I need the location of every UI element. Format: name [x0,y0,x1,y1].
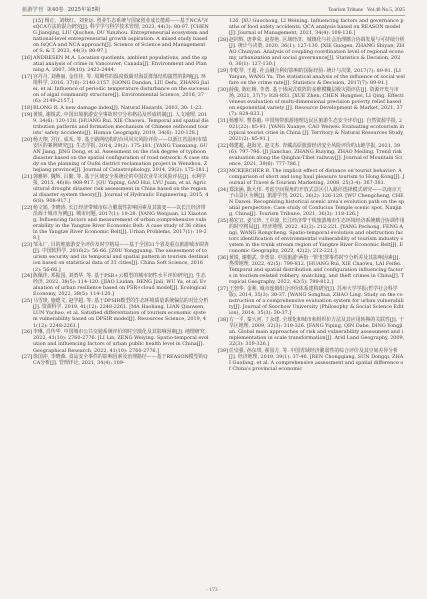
volume-en: Vol.40 No.5, 2025 [366,7,405,13]
reference-entry [218,87,405,117]
reference-number: [17] [22,74,33,81]
reference-number: [29] [218,67,229,74]
reference-number: [28] [218,36,229,43]
reference-number: [24] [22,273,33,280]
reference-entry [22,55,209,73]
reference-entry [218,317,405,347]
reference-number: [30] [218,86,229,93]
reference-number: [26] [22,329,33,336]
reference-text: 马雪琰, 施德文, 赵学超, 等. 基于DPSIR模型的生态环境质量系统偏估的对比分析[J]. 资源科学, 2019, 41(12): 2248-2261. [MA Haoliang, LIAN Qianwen, LUN Yuchao, et al. Satisfied differentiation of tourism economic system vulnerability based on DPSIR model[J]. Resources Science, 2019, 41(12): 2248-2261.] [33,298,209,329]
reference-columns [22,18,405,373]
reference-text: MCKERCHER B. The implicit effect of distance on tourist behavior: A comparison of short and long haul pleasure tourism to Hong Kong[J]. Journal of Travel & Tourism Marketing, 2008, 25(3-4): 367-381. [229,167,405,186]
reference-text: 黄锐, 谢锐武. 中国出境旅游安全事故时空分布格局及形成机制[J]. 人文地理, 2019, 34(6): 120-128. [HUANG Rui, XIE Chaowu. Temporal and spatial distribution patterns and formation mechanism of Chinese outbound tourists' safety accidents[J]. Human Geography, 2019, 34(6): 120-128.] [33,111,209,137]
reference-text: 徐国冲, 李晓森. 食品安全事件的影响因素及治理路径——基于REASON模型的QCA分析[J]. 管理评论, 2021, 34(4): 109- [33,354,208,367]
reference-text: 赵同辉, 唐莽荣, 赵春艳. 区域经济、城镇化与社会治理耦合协调发展与可持续分析[J]. 统计与决策, 2020, 36(1): 127-130. [XIE Guogen, ZHANG Shiyan, ZHAO Chunyan. Analysis of coupling coordination level of regional economy, urbanization and social governance[J]. Statistics & Decision, 2020, 36(1): 127-130.] [229,36,405,68]
issue-cn: 2025年第5期 [67,7,100,13]
reference-text: 任崇强, 孙东琪, 翟国方, 等. 中国省域经济脆弱性的综合评价及其空间差异分析[J]. 经济地理, 2019, 39(1): 37-46. [REN Chongqiang, SUN Dongqi, ZHAI Guofang, et al. A comprehensive assessment and spatial difference of China's provincial economic [229,348,404,373]
reference-text: 黄锐, 谢朝武, 李勇泉. 中国旅游'两指一罪'犯罪事件时空分析差及其影响因素[J]. 热带地理, 2022, 42(5): 799-812. [HUANG Rui, XIE Chaowu, LAI Feifei. Temporal and spatial distribution and configuration influencing factors in tourism-related robbery, snatching, and theft crimes in China[J]. Tropical Geography, 2022, 42(5): 799-812.] [229,254,404,286]
journal-title-en: Tourism Tribune [328,7,363,13]
reference-entry [218,143,405,167]
reference-text: 杨雅军, 曹春毅. 中国热带旅游地理边民区旅游生态安全评价[J]. 自然资源学报, 2021(22): 85-91. [YANG Xuanye, CAO Weiwei. Evaluating ecotourism in typical tourist cities in China [J]. Territory & Natural Resources Study, 2021(2): 85-91.] [229,117,405,143]
reference-entry [218,68,405,86]
reference-number: [31] [218,117,229,124]
reference-text: 杨宏宜, 姜宝珍, 王中波, 长江经济带干线旅游城市生态环境经济系统耦合协调作用的时空格局[J]. 经济地理, 2022, 42(2): 212-221. [YANG Pochong, FENG Angi, WANG Rongcheng. Spatio-temporal evolution and obstruction factors identification of environmental vulnerability of tourism industry system in the trunk stream region of Yangtze River Economic Belt[J]. Economic Geography, 2022, 42(2): 212-221.] [229,217,405,255]
reference-entry [218,37,405,67]
reference-entry [22,273,209,297]
header-right [328,6,405,14]
reference-entry [22,298,209,328]
reference-text: 陈佩佳, 邓振国, 刘勇华, 等. 基于PSR+云模型的城市韧性水平评价研究[J]. 生态经济, 2022, 38(5): 114-120. [JIAO Liudan, DENG Jiali, WU Ya, et al. Evaluation of urban resilience based on PSR+cloud model[J]. Ecological Economy, 2022, 38(5): 114-120.] [33,273,207,298]
reference-entry [218,187,405,217]
journal-title-cn: 旅游学刊 [22,7,43,13]
reference-entry [22,174,209,204]
reference-entry [22,205,209,242]
reference-number: [33] [218,167,229,174]
volume-cn: 第40卷 [46,7,64,13]
reference-entry [22,137,209,174]
header-left [22,6,100,14]
reference-number: [37] [218,285,229,292]
reference-entry [218,18,405,36]
reference-text: 李乾琴, 王超. 社会融合利好影响的国际经验: 统计与决策, 2017(7): 89-91. [LI Yanjun, WANG Ya. The statistical analysis of the influence of social welfare on the crime rate[J]. Statistics & Decision, 2017(7): 89-91.] [229,67,405,87]
reference-number: [34] [218,186,229,193]
reference-text: 韩建超, 赵海光, 赵文杰. 青藏高原旅游经济安全风险评价的山地学报, 2021, 39(6): 797-796. [JI Jianchao, ZHANG Ruiying, ZHAO Meiling. Trend risk evaluation along the Qinghai-Tibet railway[J]. Journal of Mountain Science, 2021, 39(6): 777-786.] [229,142,403,168]
reference-column-left [22,18,209,373]
reference-entry [22,105,209,111]
reference-text: 李琳, 肖传华. 中国城市公共交通系统评价的时空演化及其影响因素[J]. 地理研究, 2022, 41(10): 2760-2776. [LI Lin, ZENG Weiying. Spatio-temporal evolution and influencing factors of urban public health level in China[J]. Geographical Research, 2022, 41(10): 2760-2776.] [33,329,209,354]
reference-entry [218,255,405,285]
reference-number: [20] [22,136,33,143]
reference-entry [218,168,405,186]
reference-text: 126. [XU Guochong, LI Weining. Influencing factors and governance paths of food safety accidents: QCA analysis based on REASON model[J]. Journal of Management, 2021, 34(4): 109-126.] [229,18,404,37]
reference-number: [25] [22,298,33,305]
reference-text: 方一平, 秦大河, 丁永建. 全球化和城市和组织价方法及其应用转换的关联性[J]. 干旱区地理, 2009, 32(3): 319-326. [FANG Yiping, QIN Dahe, DING Yongjian. Global main approaches of risk and vulnerability assessment and implementation in scale transformation[J]. Arid Land Geography, 2009, 32(3): 319-326.] [229,317,405,348]
page-number: · 173 · [206,587,221,593]
reference-number: [22] [22,204,33,211]
reference-entry [22,112,209,136]
reference-number: [39] [218,348,229,355]
reference-text: 邹永广. 目的地旅游安全评价及时空格局——基于全国31个省及重点旅游城市调查[J]. 中国软科学, 2016(2): 56-66. [ZOU Yongguang. The assessment of tourism security and its temporal and spatial pattern in tourism destination based on statistical data of 31 cities[J]. China Soft Science, 2016(2): 56-66.] [33,242,209,273]
reference-number: [16] [22,55,33,62]
reference-number: [21] [22,173,33,180]
reference-text: BLONG R. A new damage index[J]. Natural Hazards, 2003, 30: 1-23. [33,105,203,112]
reference-entry [22,74,209,104]
reference-entry [218,286,405,316]
reference-text: [15] 杨正、刘秋红、刘亚运. 创业生态系统与国家创业成长能源——基于NCA与fsQCA方法的混合研究[J]. 科学学与科学技术管理, 2023, 44(3): 80-97. [CHENG Jianqing, LIU Qiuchen, DU Yunzhou. Entrepreneurial ecosystem and national-level entrepreneurial growth aspiration: A mixed study based on fsQCA and NCA approach[J]. Science of Science and Management of S. & T, 2023, 44(3): 80-97.] [33,18,209,55]
reference-text: 郭雅婷, 魏辉, 吕勤, 等. 基于区域安全系统论的中国农业旱灾风险评估[J]. 水利学报, 2015, 46(8): 908-917. [QU Yaping, GAO Hui, LYU Juan, et al. Agricultural drought disaster risk assessment in China based on the regional disaster system theory[J]. Journal of Hydraulic Engineering, 2015, 46(8): 908-917.] [33,173,209,205]
reference-number: [27] [22,354,33,361]
reference-number: [19] [22,111,33,118]
reference-number: [32] [218,142,229,149]
reference-entry [218,348,405,372]
reference-number: [36] [218,254,229,261]
reference-text: 薛俊, 陈红梅, 李勇. 基于休闲式秩阵的多维模糊层级灾损评估[J]. 资源开发与市场, 2021, 37(7): 828-833. [XUE Zhen, CHEN Hongmei, LI Qing. Effectiveness evaluation of multi-dimensional precision poverty relief based on exponential variety [J]. Resource Development & Market, 2021, 37(7): 828-833.] [229,86,404,118]
reference-entry [218,218,405,255]
reference-number: [38] [218,317,229,324]
reference-number: [18] [22,105,33,112]
reference-text: 杨文娟, 李晓涛. 长江经济带城市综合脆弱性影响因素及其演变——以长江经济带沿海十城市为例[J]. 城市问题, 2017(1): 19-28. [YANG Wenjuan, LI Xiaotong. Influencing factors and measurement of urban comprehensive vulnerability in the Yangtze River Economic Belt: A case study of 36 cities in the Yangtze River Economic Belt[J]. Urban Problems, 2017(1): 19-28.] [33,204,207,242]
reference-column-right [218,18,405,373]
reference-text: 宫丹丹, 刘燕丽, 金佳佳, 等. 周期性的温度低碳对海景群落结构演替的影响[J]. 环境科学, 2016, 37(6): 2140-2157. [GONG Dandan, LIU Defu, ZHANG Jialei, et al. Influence of periodic temperature disturbance on the succession of algal community structure[J]. Environmental Science, 2016, 37(6): 2149-2157.] [33,74,210,105]
reference-number: [23] [22,242,33,249]
reference-text: 王勃华, 金利, 城市连锁组合评价体系建构研究[J]. 苏州大学学报(哲学社会科学版), 2014, 35(3): 30-37. [WANG Songhua, ZHAO Ling. Study on the construction of a comprehensive evaluation system for urban vulnerability[J]. Journal of Soochow University (Philosophy & Social Science Edition), 2014, 35(3): 30-37.] [229,285,404,317]
reference-entry [22,329,209,353]
reference-number: [35] [218,217,229,224]
reference-entry [218,118,405,142]
reference-text: 杨天翔, 宫江, 成禾, 等. 基于路网结构的台风风灾风险评价——以浙江省温州市瑞安区的案例研究[J]. 生态学报, 2014, 29(2): 175-181. [YANG Tianxiang, GUAN Jiang, JING Dong, et al. Assessment on the risk degree of typhoon disaster based on the spatial configuration of road network: A case study on the planning of Oufei district reclamation project in Wenzhou, Zhejiang province[J]. Journal of Catastrophology, 2014, 29(2): 175-181.] [33,136,209,174]
reference-entry [22,242,209,272]
reference-text: 郑沫涵, 陈大伟. 考虑空间视角的开放式景区引入路径选择模式研究——以南京天子山景区为例[J]. 旅游学刊, 2021, 36(2): 126-129. [WU Chengcheng, CHEN Dawei. Recognizing historical scenic area's evolution path on the spatial perspective: Case study of Confucius Temple scenic spot, Nanjing, China[J]. Tourism Tribune, 2021, 36(3): 118-126.] [229,186,405,218]
reference-entry [22,18,209,55]
reference-text: ANDRESEN M A. Location quotients, ambient populations, and the spatial analysis of crime in Vancouver, Canada[J]. Environment and Planning A, 2007, 39(10): 2423-2444. [33,55,208,74]
running-header [22,6,405,16]
reference-entry [22,354,209,366]
